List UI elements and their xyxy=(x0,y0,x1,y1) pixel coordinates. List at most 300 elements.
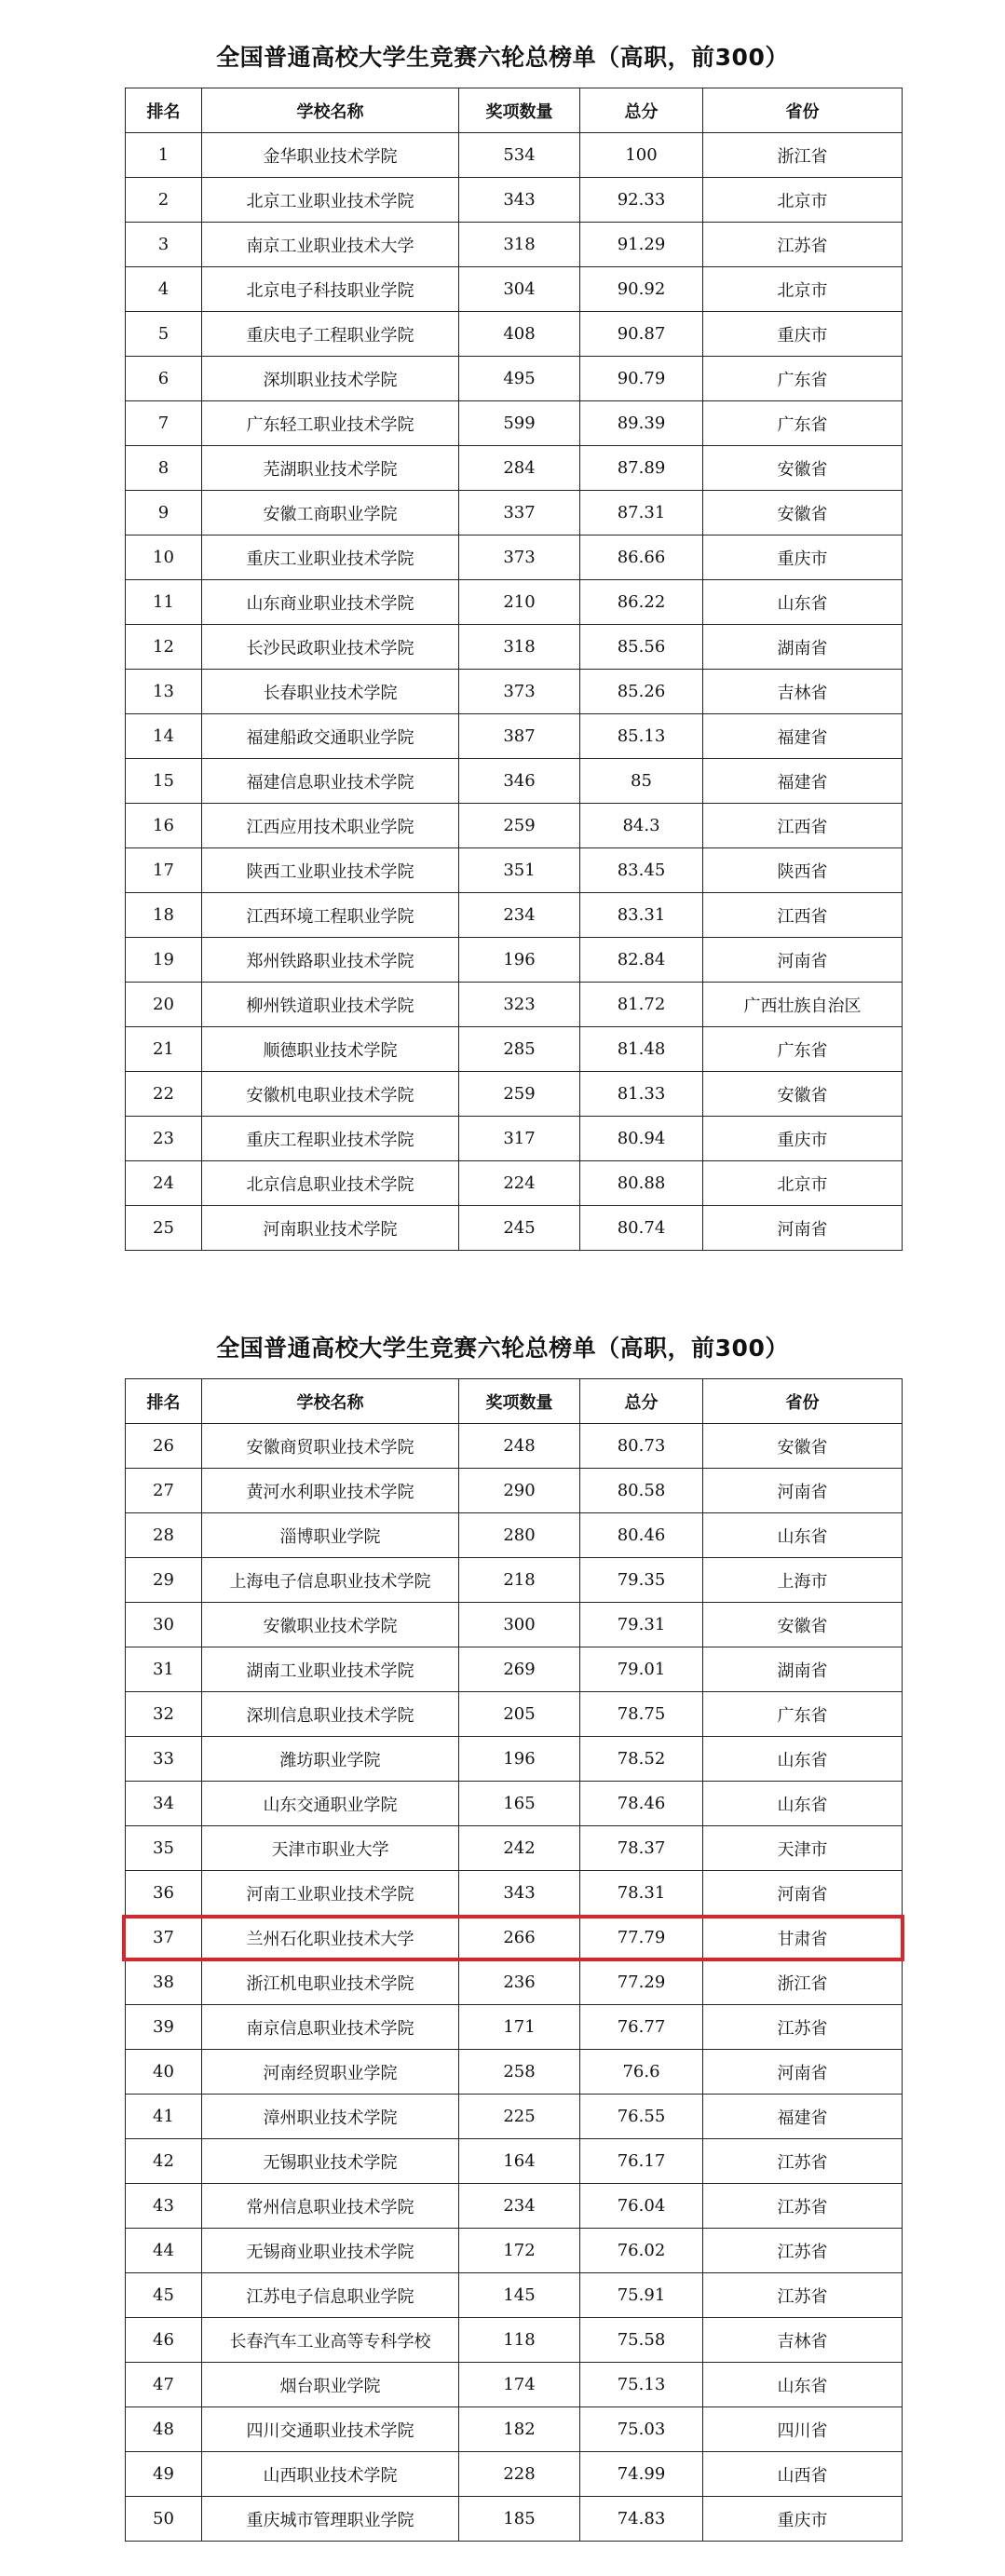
cell-total-score: 79.31 xyxy=(580,1603,703,1647)
cell-rank: 10 xyxy=(126,536,202,580)
cell-school: 安徽商贸职业技术学院 xyxy=(202,1424,459,1469)
cell-total-score: 89.39 xyxy=(580,401,703,446)
cell-total-score: 83.45 xyxy=(580,848,703,893)
header-province: 省份 xyxy=(703,1379,903,1424)
table-row xyxy=(126,1117,903,1161)
cell-total-score: 86.66 xyxy=(580,536,703,580)
table-row xyxy=(126,714,903,759)
cell-rank: 7 xyxy=(126,401,202,446)
cell-school: 安徽机电职业技术学院 xyxy=(202,1072,459,1117)
cell-province: 江西省 xyxy=(703,893,903,938)
table-row xyxy=(126,2184,903,2229)
cell-school: 顺德职业技术学院 xyxy=(202,1027,459,1072)
cell-total-score: 76.55 xyxy=(580,2095,703,2139)
table-row xyxy=(126,1782,903,1826)
cell-school: 上海电子信息职业技术学院 xyxy=(202,1558,459,1603)
cell-total-score: 81.33 xyxy=(580,1072,703,1117)
table-row xyxy=(126,446,903,491)
cell-rank: 22 xyxy=(126,1072,202,1117)
cell-award-count: 224 xyxy=(459,1161,580,1206)
cell-award-count: 164 xyxy=(459,2139,580,2184)
cell-award-count: 337 xyxy=(459,491,580,536)
cell-school: 郑州铁路职业技术学院 xyxy=(202,938,459,983)
cell-total-score: 75.58 xyxy=(580,2318,703,2363)
cell-rank: 35 xyxy=(126,1826,202,1871)
table-row xyxy=(126,848,903,893)
cell-total-score: 81.48 xyxy=(580,1027,703,1072)
cell-award-count: 323 xyxy=(459,983,580,1027)
cell-rank: 37 xyxy=(126,1916,202,1960)
header-rank: 排名 xyxy=(126,88,202,133)
cell-province: 安徽省 xyxy=(703,446,903,491)
cell-province: 安徽省 xyxy=(703,1072,903,1117)
cell-province: 山东省 xyxy=(703,1513,903,1558)
table-row xyxy=(126,1469,903,1513)
cell-rank: 25 xyxy=(126,1206,202,1251)
cell-province: 福建省 xyxy=(703,2095,903,2139)
cell-award-count: 317 xyxy=(459,1117,580,1161)
cell-rank: 27 xyxy=(126,1469,202,1513)
cell-rank: 44 xyxy=(126,2229,202,2273)
cell-award-count: 346 xyxy=(459,759,580,804)
cell-school: 长春职业技术学院 xyxy=(202,670,459,714)
table-row xyxy=(126,759,903,804)
cell-award-count: 269 xyxy=(459,1647,580,1692)
cell-school: 北京信息职业技术学院 xyxy=(202,1161,459,1206)
table-row xyxy=(126,1558,903,1603)
header-total-score: 总分 xyxy=(580,88,703,133)
cell-total-score: 79.01 xyxy=(580,1647,703,1692)
table-row xyxy=(126,223,903,267)
cell-total-score: 85 xyxy=(580,759,703,804)
cell-province: 河南省 xyxy=(703,1469,903,1513)
cell-total-score: 81.72 xyxy=(580,983,703,1027)
cell-award-count: 172 xyxy=(459,2229,580,2273)
cell-award-count: 118 xyxy=(459,2318,580,2363)
cell-school: 山东商业职业技术学院 xyxy=(202,580,459,625)
header-school: 学校名称 xyxy=(202,1379,459,1424)
cell-school: 河南职业技术学院 xyxy=(202,1206,459,1251)
cell-total-score: 80.73 xyxy=(580,1424,703,1469)
cell-award-count: 174 xyxy=(459,2363,580,2407)
cell-rank: 45 xyxy=(126,2273,202,2318)
cell-award-count: 495 xyxy=(459,357,580,401)
cell-award-count: 242 xyxy=(459,1826,580,1871)
cell-rank: 9 xyxy=(126,491,202,536)
cell-province: 浙江省 xyxy=(703,133,903,178)
cell-rank: 5 xyxy=(126,312,202,357)
table-row xyxy=(126,625,903,670)
header-rank: 排名 xyxy=(126,1379,202,1424)
cell-province: 湖南省 xyxy=(703,1647,903,1692)
cell-school: 长沙民政职业技术学院 xyxy=(202,625,459,670)
cell-total-score: 100 xyxy=(580,133,703,178)
cell-total-score: 85.56 xyxy=(580,625,703,670)
cell-total-score: 80.46 xyxy=(580,1513,703,1558)
cell-rank: 12 xyxy=(126,625,202,670)
cell-rank: 11 xyxy=(126,580,202,625)
cell-rank: 32 xyxy=(126,1692,202,1737)
cell-province: 山东省 xyxy=(703,580,903,625)
cell-school: 河南工业职业技术学院 xyxy=(202,1871,459,1916)
cell-province: 安徽省 xyxy=(703,1424,903,1469)
table-row xyxy=(126,267,903,312)
cell-total-score: 76.04 xyxy=(580,2184,703,2229)
cell-rank: 17 xyxy=(126,848,202,893)
header-total-score: 总分 xyxy=(580,1379,703,1424)
cell-province: 重庆市 xyxy=(703,536,903,580)
table-row xyxy=(126,893,903,938)
ranking-table xyxy=(125,88,903,1251)
ranking-table xyxy=(125,1378,903,2542)
cell-rank: 31 xyxy=(126,1647,202,1692)
table-row xyxy=(126,401,903,446)
cell-school: 芜湖职业技术学院 xyxy=(202,446,459,491)
cell-total-score: 86.22 xyxy=(580,580,703,625)
cell-school: 浙江机电职业技术学院 xyxy=(202,1960,459,2005)
cell-total-score: 76.02 xyxy=(580,2229,703,2273)
cell-total-score: 74.99 xyxy=(580,2452,703,2497)
cell-province: 山西省 xyxy=(703,2452,903,2497)
cell-rank: 49 xyxy=(126,2452,202,2497)
cell-award-count: 171 xyxy=(459,2005,580,2050)
cell-rank: 3 xyxy=(126,223,202,267)
table-row xyxy=(126,2139,903,2184)
cell-rank: 21 xyxy=(126,1027,202,1072)
cell-province: 江苏省 xyxy=(703,2184,903,2229)
cell-province: 江苏省 xyxy=(703,223,903,267)
cell-award-count: 225 xyxy=(459,2095,580,2139)
cell-school: 北京工业职业技术学院 xyxy=(202,178,459,223)
cell-total-score: 85.13 xyxy=(580,714,703,759)
cell-rank: 23 xyxy=(126,1117,202,1161)
cell-province: 广西壮族自治区 xyxy=(703,983,903,1027)
cell-award-count: 210 xyxy=(459,580,580,625)
cell-rank: 29 xyxy=(126,1558,202,1603)
table-row xyxy=(126,1737,903,1782)
cell-award-count: 285 xyxy=(459,1027,580,1072)
cell-rank: 20 xyxy=(126,983,202,1027)
table-row xyxy=(126,1916,903,1960)
cell-award-count: 266 xyxy=(459,1916,580,1960)
cell-province: 陕西省 xyxy=(703,848,903,893)
cell-total-score: 77.29 xyxy=(580,1960,703,2005)
cell-award-count: 248 xyxy=(459,1424,580,1469)
cell-rank: 48 xyxy=(126,2407,202,2452)
cell-award-count: 218 xyxy=(459,1558,580,1603)
cell-province: 山东省 xyxy=(703,2363,903,2407)
cell-school: 天津市职业大学 xyxy=(202,1826,459,1871)
section-title: 全国普通高校大学生竞赛六轮总榜单（高职，前300） xyxy=(216,44,789,71)
cell-total-score: 78.75 xyxy=(580,1692,703,1737)
table-row xyxy=(126,1424,903,1469)
cell-total-score: 90.79 xyxy=(580,357,703,401)
cell-award-count: 259 xyxy=(459,804,580,848)
cell-total-score: 92.33 xyxy=(580,178,703,223)
cell-school: 福建船政交通职业学院 xyxy=(202,714,459,759)
cell-rank: 36 xyxy=(126,1871,202,1916)
cell-school: 兰州石化职业技术大学 xyxy=(202,1916,459,1960)
cell-school: 柳州铁道职业技术学院 xyxy=(202,983,459,1027)
cell-total-score: 83.31 xyxy=(580,893,703,938)
table-row xyxy=(126,357,903,401)
cell-school: 福建信息职业技术学院 xyxy=(202,759,459,804)
cell-school: 南京工业职业技术大学 xyxy=(202,223,459,267)
cell-award-count: 245 xyxy=(459,1206,580,1251)
table-row xyxy=(126,491,903,536)
table-row xyxy=(126,580,903,625)
cell-total-score: 75.03 xyxy=(580,2407,703,2452)
cell-total-score: 84.3 xyxy=(580,804,703,848)
cell-award-count: 259 xyxy=(459,1072,580,1117)
table-row xyxy=(126,2005,903,2050)
table-row xyxy=(126,1027,903,1072)
table-row xyxy=(126,536,903,580)
cell-school: 陕西工业职业技术学院 xyxy=(202,848,459,893)
cell-school: 河南经贸职业学院 xyxy=(202,2050,459,2095)
cell-award-count: 258 xyxy=(459,2050,580,2095)
cell-province: 湖南省 xyxy=(703,625,903,670)
cell-total-score: 91.29 xyxy=(580,223,703,267)
cell-award-count: 196 xyxy=(459,1737,580,1782)
cell-award-count: 304 xyxy=(459,267,580,312)
cell-total-score: 75.91 xyxy=(580,2273,703,2318)
cell-rank: 43 xyxy=(126,2184,202,2229)
section-title: 全国普通高校大学生竞赛六轮总榜单（高职，前300） xyxy=(216,1335,789,1362)
cell-school: 湖南工业职业技术学院 xyxy=(202,1647,459,1692)
table-row xyxy=(126,2363,903,2407)
cell-rank: 8 xyxy=(126,446,202,491)
cell-total-score: 80.58 xyxy=(580,1469,703,1513)
cell-school: 重庆工业职业技术学院 xyxy=(202,536,459,580)
cell-school: 淄博职业学院 xyxy=(202,1513,459,1558)
cell-total-score: 78.31 xyxy=(580,1871,703,1916)
cell-province: 山东省 xyxy=(703,1737,903,1782)
cell-province: 福建省 xyxy=(703,714,903,759)
table-header-row xyxy=(126,88,903,133)
cell-total-score: 87.89 xyxy=(580,446,703,491)
cell-rank: 2 xyxy=(126,178,202,223)
cell-province: 浙江省 xyxy=(703,1960,903,2005)
cell-rank: 6 xyxy=(126,357,202,401)
cell-award-count: 387 xyxy=(459,714,580,759)
header-award-count: 奖项数量 xyxy=(459,88,580,133)
cell-province: 山东省 xyxy=(703,1782,903,1826)
table-row xyxy=(126,938,903,983)
header-award-count: 奖项数量 xyxy=(459,1379,580,1424)
cell-school: 江西应用技术职业学院 xyxy=(202,804,459,848)
cell-award-count: 318 xyxy=(459,625,580,670)
cell-school: 重庆城市管理职业学院 xyxy=(202,2497,459,2542)
cell-rank: 4 xyxy=(126,267,202,312)
cell-rank: 14 xyxy=(126,714,202,759)
cell-total-score: 78.46 xyxy=(580,1782,703,1826)
cell-award-count: 343 xyxy=(459,1871,580,1916)
cell-award-count: 300 xyxy=(459,1603,580,1647)
cell-province: 江苏省 xyxy=(703,2005,903,2050)
cell-school: 广东轻工职业技术学院 xyxy=(202,401,459,446)
cell-total-score: 80.94 xyxy=(580,1117,703,1161)
cell-rank: 42 xyxy=(126,2139,202,2184)
cell-award-count: 234 xyxy=(459,893,580,938)
cell-province: 上海市 xyxy=(703,1558,903,1603)
cell-award-count: 408 xyxy=(459,312,580,357)
cell-rank: 28 xyxy=(126,1513,202,1558)
table-row xyxy=(126,2095,903,2139)
cell-province: 四川省 xyxy=(703,2407,903,2452)
cell-award-count: 351 xyxy=(459,848,580,893)
cell-province: 河南省 xyxy=(703,1871,903,1916)
cell-school: 金华职业技术学院 xyxy=(202,133,459,178)
table-row xyxy=(126,983,903,1027)
cell-school: 漳州职业技术学院 xyxy=(202,2095,459,2139)
table-row xyxy=(126,2407,903,2452)
cell-province: 江西省 xyxy=(703,804,903,848)
cell-school: 无锡商业职业技术学院 xyxy=(202,2229,459,2273)
cell-award-count: 234 xyxy=(459,2184,580,2229)
cell-province: 吉林省 xyxy=(703,2318,903,2363)
cell-school: 南京信息职业技术学院 xyxy=(202,2005,459,2050)
cell-rank: 39 xyxy=(126,2005,202,2050)
cell-province: 北京市 xyxy=(703,178,903,223)
cell-award-count: 599 xyxy=(459,401,580,446)
cell-rank: 24 xyxy=(126,1161,202,1206)
cell-school: 北京电子科技职业学院 xyxy=(202,267,459,312)
cell-rank: 33 xyxy=(126,1737,202,1782)
table-row xyxy=(126,670,903,714)
cell-rank: 47 xyxy=(126,2363,202,2407)
table-row xyxy=(126,178,903,223)
cell-total-score: 74.83 xyxy=(580,2497,703,2542)
cell-school: 深圳信息职业技术学院 xyxy=(202,1692,459,1737)
cell-province: 河南省 xyxy=(703,938,903,983)
cell-rank: 50 xyxy=(126,2497,202,2542)
table-row xyxy=(126,2050,903,2095)
cell-award-count: 185 xyxy=(459,2497,580,2542)
cell-province: 北京市 xyxy=(703,267,903,312)
cell-total-score: 76.6 xyxy=(580,2050,703,2095)
table-row xyxy=(126,1647,903,1692)
cell-province: 北京市 xyxy=(703,1161,903,1206)
cell-award-count: 182 xyxy=(459,2407,580,2452)
table-row xyxy=(126,804,903,848)
cell-province: 重庆市 xyxy=(703,312,903,357)
cell-school: 山西职业技术学院 xyxy=(202,2452,459,2497)
cell-province: 重庆市 xyxy=(703,1117,903,1161)
table-row xyxy=(126,1960,903,2005)
cell-award-count: 343 xyxy=(459,178,580,223)
table-row xyxy=(126,1513,903,1558)
table-row xyxy=(126,133,903,178)
cell-award-count: 318 xyxy=(459,223,580,267)
cell-total-score: 90.87 xyxy=(580,312,703,357)
cell-award-count: 284 xyxy=(459,446,580,491)
cell-award-count: 373 xyxy=(459,670,580,714)
cell-province: 福建省 xyxy=(703,759,903,804)
table-row xyxy=(126,1072,903,1117)
cell-school: 常州信息职业技术学院 xyxy=(202,2184,459,2229)
table-row xyxy=(126,2229,903,2273)
cell-province: 江苏省 xyxy=(703,2273,903,2318)
cell-province: 吉林省 xyxy=(703,670,903,714)
table-row xyxy=(126,2273,903,2318)
table-row xyxy=(126,2318,903,2363)
cell-province: 江苏省 xyxy=(703,2139,903,2184)
table-body xyxy=(126,1424,903,2542)
cell-total-score: 80.88 xyxy=(580,1161,703,1206)
cell-school: 黄河水利职业技术学院 xyxy=(202,1469,459,1513)
cell-rank: 38 xyxy=(126,1960,202,2005)
table-row xyxy=(126,2497,903,2542)
cell-province: 安徽省 xyxy=(703,1603,903,1647)
cell-school: 烟台职业学院 xyxy=(202,2363,459,2407)
table-row xyxy=(126,1206,903,1251)
cell-rank: 1 xyxy=(126,133,202,178)
cell-rank: 41 xyxy=(126,2095,202,2139)
cell-award-count: 280 xyxy=(459,1513,580,1558)
cell-school: 四川交通职业技术学院 xyxy=(202,2407,459,2452)
table-row xyxy=(126,312,903,357)
cell-award-count: 290 xyxy=(459,1469,580,1513)
cell-total-score: 78.37 xyxy=(580,1826,703,1871)
cell-award-count: 196 xyxy=(459,938,580,983)
cell-province: 安徽省 xyxy=(703,491,903,536)
cell-school: 长春汽车工业高等专科学校 xyxy=(202,2318,459,2363)
cell-school: 安徽职业技术学院 xyxy=(202,1603,459,1647)
cell-province: 甘肃省 xyxy=(703,1916,903,1960)
table-row xyxy=(126,1826,903,1871)
cell-award-count: 205 xyxy=(459,1692,580,1737)
cell-total-score: 78.52 xyxy=(580,1737,703,1782)
cell-rank: 13 xyxy=(126,670,202,714)
cell-rank: 19 xyxy=(126,938,202,983)
table-row xyxy=(126,1161,903,1206)
table-header-row xyxy=(126,1379,903,1424)
cell-rank: 30 xyxy=(126,1603,202,1647)
cell-school: 重庆电子工程职业学院 xyxy=(202,312,459,357)
cell-province: 重庆市 xyxy=(703,2497,903,2542)
cell-rank: 18 xyxy=(126,893,202,938)
header-school: 学校名称 xyxy=(202,88,459,133)
cell-province: 河南省 xyxy=(703,1206,903,1251)
table-row xyxy=(126,1603,903,1647)
cell-province: 河南省 xyxy=(703,2050,903,2095)
cell-rank: 26 xyxy=(126,1424,202,1469)
cell-school: 潍坊职业学院 xyxy=(202,1737,459,1782)
cell-province: 天津市 xyxy=(703,1826,903,1871)
cell-province: 广东省 xyxy=(703,357,903,401)
cell-total-score: 79.35 xyxy=(580,1558,703,1603)
cell-rank: 40 xyxy=(126,2050,202,2095)
cell-rank: 16 xyxy=(126,804,202,848)
cell-award-count: 145 xyxy=(459,2273,580,2318)
cell-province: 江苏省 xyxy=(703,2229,903,2273)
cell-province: 广东省 xyxy=(703,401,903,446)
cell-award-count: 236 xyxy=(459,1960,580,2005)
table-row xyxy=(126,1692,903,1737)
cell-school: 无锡职业技术学院 xyxy=(202,2139,459,2184)
cell-rank: 34 xyxy=(126,1782,202,1826)
cell-rank: 15 xyxy=(126,759,202,804)
cell-award-count: 228 xyxy=(459,2452,580,2497)
cell-total-score: 80.74 xyxy=(580,1206,703,1251)
cell-award-count: 165 xyxy=(459,1782,580,1826)
cell-award-count: 534 xyxy=(459,133,580,178)
header-province: 省份 xyxy=(703,88,903,133)
cell-school: 重庆工程职业技术学院 xyxy=(202,1117,459,1161)
cell-total-score: 76.17 xyxy=(580,2139,703,2184)
cell-province: 广东省 xyxy=(703,1027,903,1072)
